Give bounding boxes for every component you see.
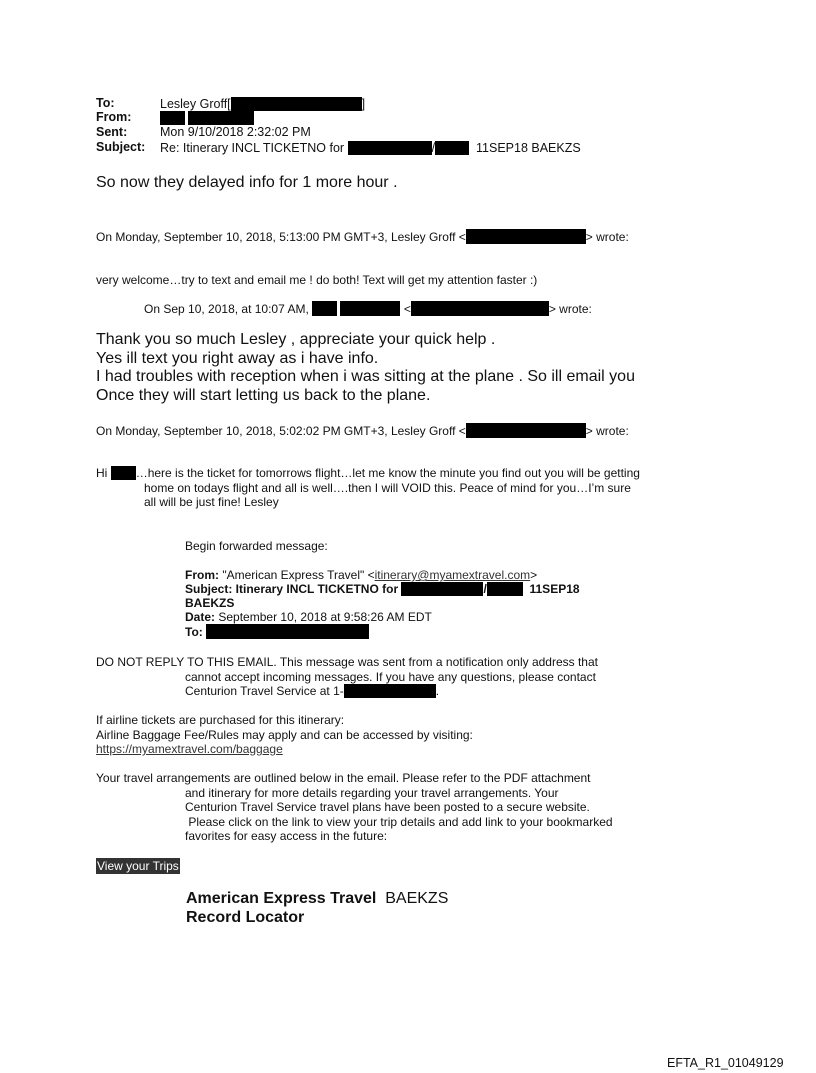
redaction-block (348, 141, 432, 155)
fwd-from-value: "American Express Travel" < (222, 568, 375, 582)
view-trips-button[interactable]: View your Trips (97, 859, 179, 873)
record-locator (186, 889, 448, 927)
fwd-from-email-link[interactable]: itinerary@myamextravel.com (374, 568, 531, 582)
subject-suffix: 11SEP18 BAEKZS (476, 141, 581, 155)
subject-slash: / (431, 141, 436, 155)
fwd-from-label: From: (185, 568, 219, 582)
subject-label: Subject: (96, 140, 146, 154)
quote-prefix: On Monday, September 10, 2018, 5:02:02 PM GMT+3, Lesley Groff < (96, 424, 466, 438)
quote-header (96, 423, 629, 438)
arrangements-block (96, 771, 613, 844)
reply-message (96, 466, 640, 510)
quote-suffix: > wrote: (585, 230, 629, 244)
redaction-block (466, 229, 586, 244)
fwd-subject-label: Subject: Itinerary INCL TICKETNO for (185, 582, 399, 596)
locator-label: Record Locator (186, 909, 305, 926)
redaction-block (435, 141, 469, 155)
subject-row (96, 140, 581, 155)
arrangements-line: favorites for easy access in the future: (185, 829, 388, 843)
redaction-block (188, 111, 254, 125)
arrangements-line: Your travel arrangements are outlined below in the email. Please refer to the PDF attachment (96, 771, 591, 785)
baggage-block (96, 713, 473, 757)
redaction-block (312, 301, 337, 316)
quote-suffix: > wrote: (548, 302, 592, 316)
notice-line: cannot accept incoming messages. If you have any questions, please contact (185, 669, 596, 684)
fwd-date-value: September 10, 2018 at 9:58:26 AM EDT (218, 610, 432, 624)
reply-line: …here is the ticket for tomorrows flight…let me know the minute you find out you will be getting (135, 466, 640, 480)
forwarded-begin: Begin forwarded message: (185, 539, 328, 553)
quote-prefix: On Sep 10, 2018, at 10:07 AM, (144, 302, 309, 316)
baggage-line: If airline tickets are purchased for this itinerary: (96, 713, 345, 727)
locator-code: BAEKZS (385, 890, 449, 907)
quote-prefix: On Monday, September 10, 2018, 5:13:00 PM GMT+3, Lesley Groff < (96, 230, 466, 244)
reply-line: Yes ill text you right away as i have info. (96, 349, 379, 367)
quote-lt: < (403, 302, 411, 316)
baggage-link[interactable]: https://myamextravel.com/baggage (96, 742, 283, 756)
reply-line: Thank you so much Lesley , appreciate your quick help . (96, 331, 496, 348)
reply-line: home on todays flight and all is well….then I will VOID this. Peace of mind for you…I’m sure (144, 480, 631, 495)
redaction-block (111, 466, 136, 480)
sent-label: Sent: (96, 125, 128, 139)
reply-text: very welcome…try to text and email me ! do both! Text will get my attention faster :) (96, 273, 538, 287)
redaction-block (340, 301, 400, 316)
redaction-block (487, 582, 523, 596)
from-row (96, 111, 131, 123)
fwd-from-close: > (530, 568, 538, 582)
redaction-block (466, 423, 586, 438)
notice-period: . (435, 684, 440, 698)
subject-prefix: Re: Itinerary INCL TICKETNO for (160, 141, 345, 155)
fwd-date-label: Date: (185, 610, 216, 624)
reply-line: I had troubles with reception when i was sitting at the plane . So ill email you (96, 368, 635, 385)
quote-header (96, 229, 629, 244)
reply-line: Once they will start letting us back to the plane. (96, 386, 431, 404)
redaction-block (231, 97, 362, 111)
fwd-to-label: To: (185, 625, 203, 639)
document-id: EFTA_R1_01049129 (667, 1056, 784, 1070)
locator-company: American Express Travel (186, 890, 377, 907)
arrangements-line: Centurion Travel Service travel plans have been posted to a secure website. (185, 800, 590, 814)
redaction-block (401, 582, 483, 596)
redaction-block (160, 111, 185, 125)
to-label: To: (96, 96, 115, 110)
notice-line: Centurion Travel Service at 1- (185, 684, 344, 698)
to-bracket: ] (361, 97, 366, 111)
baggage-line: Airline Baggage Fee/Rules may apply and can be accessed by visiting: (96, 727, 473, 742)
greeting: Hi (96, 466, 108, 480)
arrangements-line: Please click on the link to view your trip details and add link to your bookmarked (185, 814, 613, 829)
sent-row (96, 125, 311, 139)
fwd-subject-code: BAEKZS (185, 596, 235, 610)
redaction-block (206, 624, 369, 639)
reply-line: all will be just fine! Lesley (144, 495, 279, 509)
to-row (96, 96, 366, 111)
forwarded-headers (185, 568, 580, 639)
quote-header (144, 301, 592, 316)
arrangements-line: and itinerary for more details regarding your travel arrangements. Your (185, 785, 559, 800)
to-value: Lesley Groff[ (160, 97, 231, 111)
notice-line: DO NOT REPLY TO THIS EMAIL. This message was sent from a notification only address that (96, 655, 598, 669)
sent-value: Mon 9/10/2018 2:32:02 PM (160, 125, 311, 139)
fwd-subject-date: 11SEP18 (529, 582, 580, 596)
fwd-subject-slash: / (483, 582, 487, 596)
redaction-block (411, 301, 549, 316)
redaction-block (344, 684, 436, 698)
reply-message (96, 331, 635, 405)
notice-block (96, 655, 598, 699)
quote-suffix: > wrote: (585, 424, 629, 438)
reply-text: So now they delayed info for 1 more hour . (96, 174, 398, 191)
from-label: From: (96, 110, 132, 124)
